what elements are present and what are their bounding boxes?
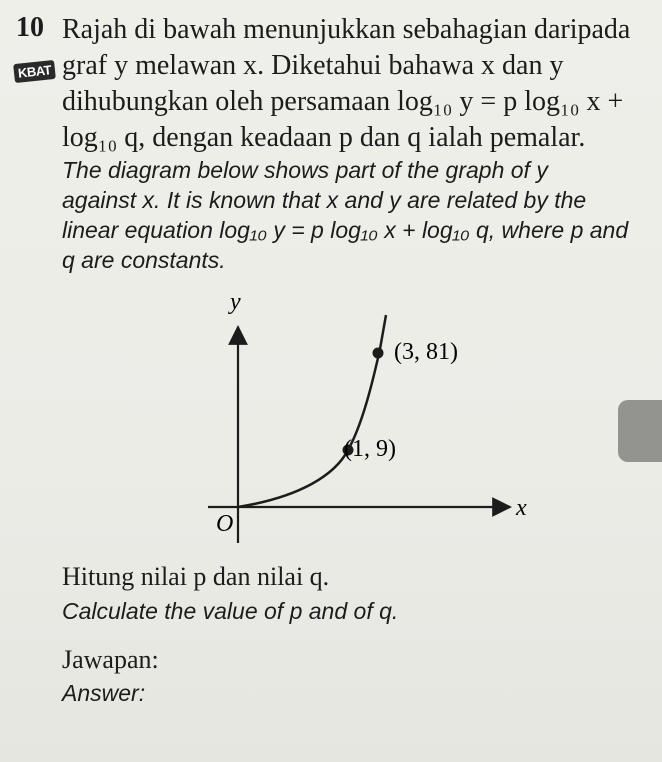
malay-line-3: dihubungkan oleh persamaan log₁₀ y = p log₁₀ x + [62,86,624,117]
english-line-3: linear equation log₁₀ y = p log₁₀ x + log₁₀ q, where p and [62,217,629,243]
task-malay: Hitung nilai p dan nilai q. [62,562,330,591]
x-axis-label: x [516,495,527,521]
label-1-9: (1, 9) [344,436,396,462]
y-axis-label: y [230,289,241,315]
answer-label-english: Answer: [62,680,146,706]
kbat-badge: KBAT [13,60,56,83]
answer-label-malay: Jawapan: [62,645,159,674]
origin-label: O [216,511,234,537]
malay-line-1: Rajah di bawah menunjukkan sebahagian daripada [62,14,631,45]
english-line-2: against x. It is known that x and y are related by the [62,187,587,213]
question-number: 10 [16,12,44,43]
curve [238,315,386,507]
task-english: Calculate the value of p and of q. [62,598,399,624]
english-line-1: The diagram below shows part of the graph of y [62,157,548,183]
malay-line-4: log₁₀ q, dengan keadaan p dan q ialah pemalar. [62,122,586,153]
english-line-4: q are constants. [62,247,226,273]
malay-line-2: graf y melawan x. Diketahui bahawa x dan y [62,50,564,81]
label-3-81: (3, 81) [394,339,458,365]
point-3-81 [373,348,384,359]
graph-diagram [190,285,530,565]
question-text-english [62,155,652,275]
side-tab [618,400,662,462]
question-text-malay [62,12,647,156]
